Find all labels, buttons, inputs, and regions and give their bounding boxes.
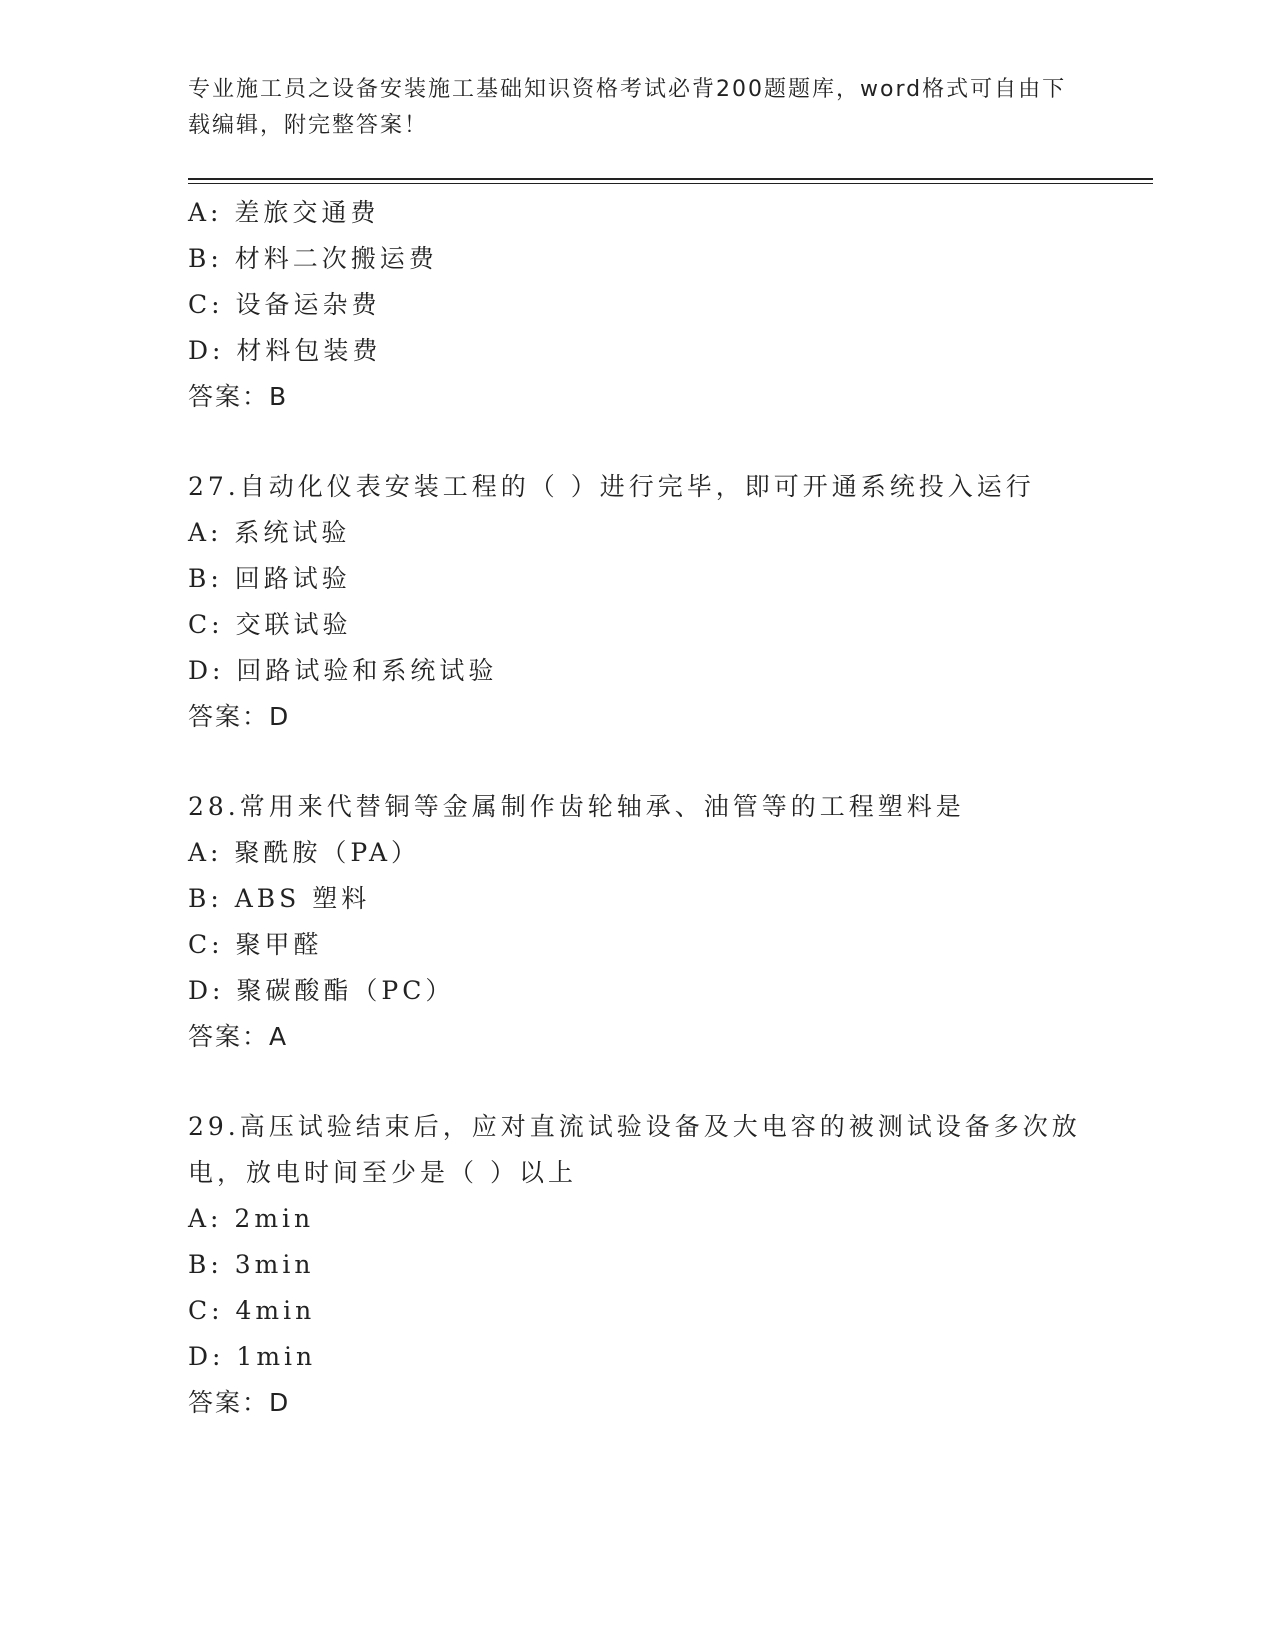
question-block-29	[188, 1104, 1088, 1426]
question-block-partial	[188, 190, 1088, 420]
option-d: D: 材料包装费	[188, 336, 382, 365]
option-b: B: 回路试验	[188, 564, 351, 593]
option-b: B: 材料二次搬运费	[188, 244, 438, 273]
question-block-28	[188, 784, 1088, 1060]
option-a: A: 2min	[188, 1204, 315, 1233]
answer-text: 答案：D	[188, 702, 291, 731]
option-d: D: 回路试验和系统试验	[188, 656, 498, 685]
question-stem: 27.自动化仪表安装工程的（ ）进行完毕，即可开通系统投入运行	[188, 472, 1035, 501]
option-a: A: 差旅交通费	[188, 198, 380, 227]
answer-text: 答案：D	[188, 1388, 291, 1417]
option-c: C: 交联试验	[188, 610, 352, 639]
option-a: A: 系统试验	[188, 518, 351, 547]
option-b: B: ABS 塑料	[188, 884, 371, 913]
option-a: A: 聚酰胺（PA）	[188, 838, 421, 867]
question-stem: 28.常用来代替铜等金属制作齿轮轴承、油管等的工程塑料是	[188, 792, 965, 821]
option-d: D: 1min	[188, 1342, 317, 1371]
question-list	[188, 190, 1088, 1426]
option-c: C: 设备运杂费	[188, 290, 381, 319]
question-stem: 29.高压试验结束后，应对直流试验设备及大电容的被测试设备多次放电，放电时间至少是（ ）以上	[188, 1112, 1081, 1187]
spacer	[188, 1060, 1088, 1104]
document-header: 专业施工员之设备安装施工基础知识资格考试必背200题题库，word格式可自由下载编辑，附完整答案！	[188, 77, 1067, 138]
option-d: D: 聚碳酸酯（PC）	[188, 976, 455, 1005]
answer-text: 答案：B	[188, 382, 289, 411]
header-divider	[188, 178, 1153, 180]
option-c: C: 4min	[188, 1296, 316, 1325]
answer-text: 答案：A	[188, 1022, 289, 1051]
option-c: C: 聚甲醛	[188, 930, 323, 959]
spacer	[188, 420, 1088, 464]
spacer	[188, 740, 1088, 784]
option-b: B: 3min	[188, 1250, 315, 1279]
header-divider-thin	[188, 183, 1153, 184]
question-block-27	[188, 464, 1088, 740]
